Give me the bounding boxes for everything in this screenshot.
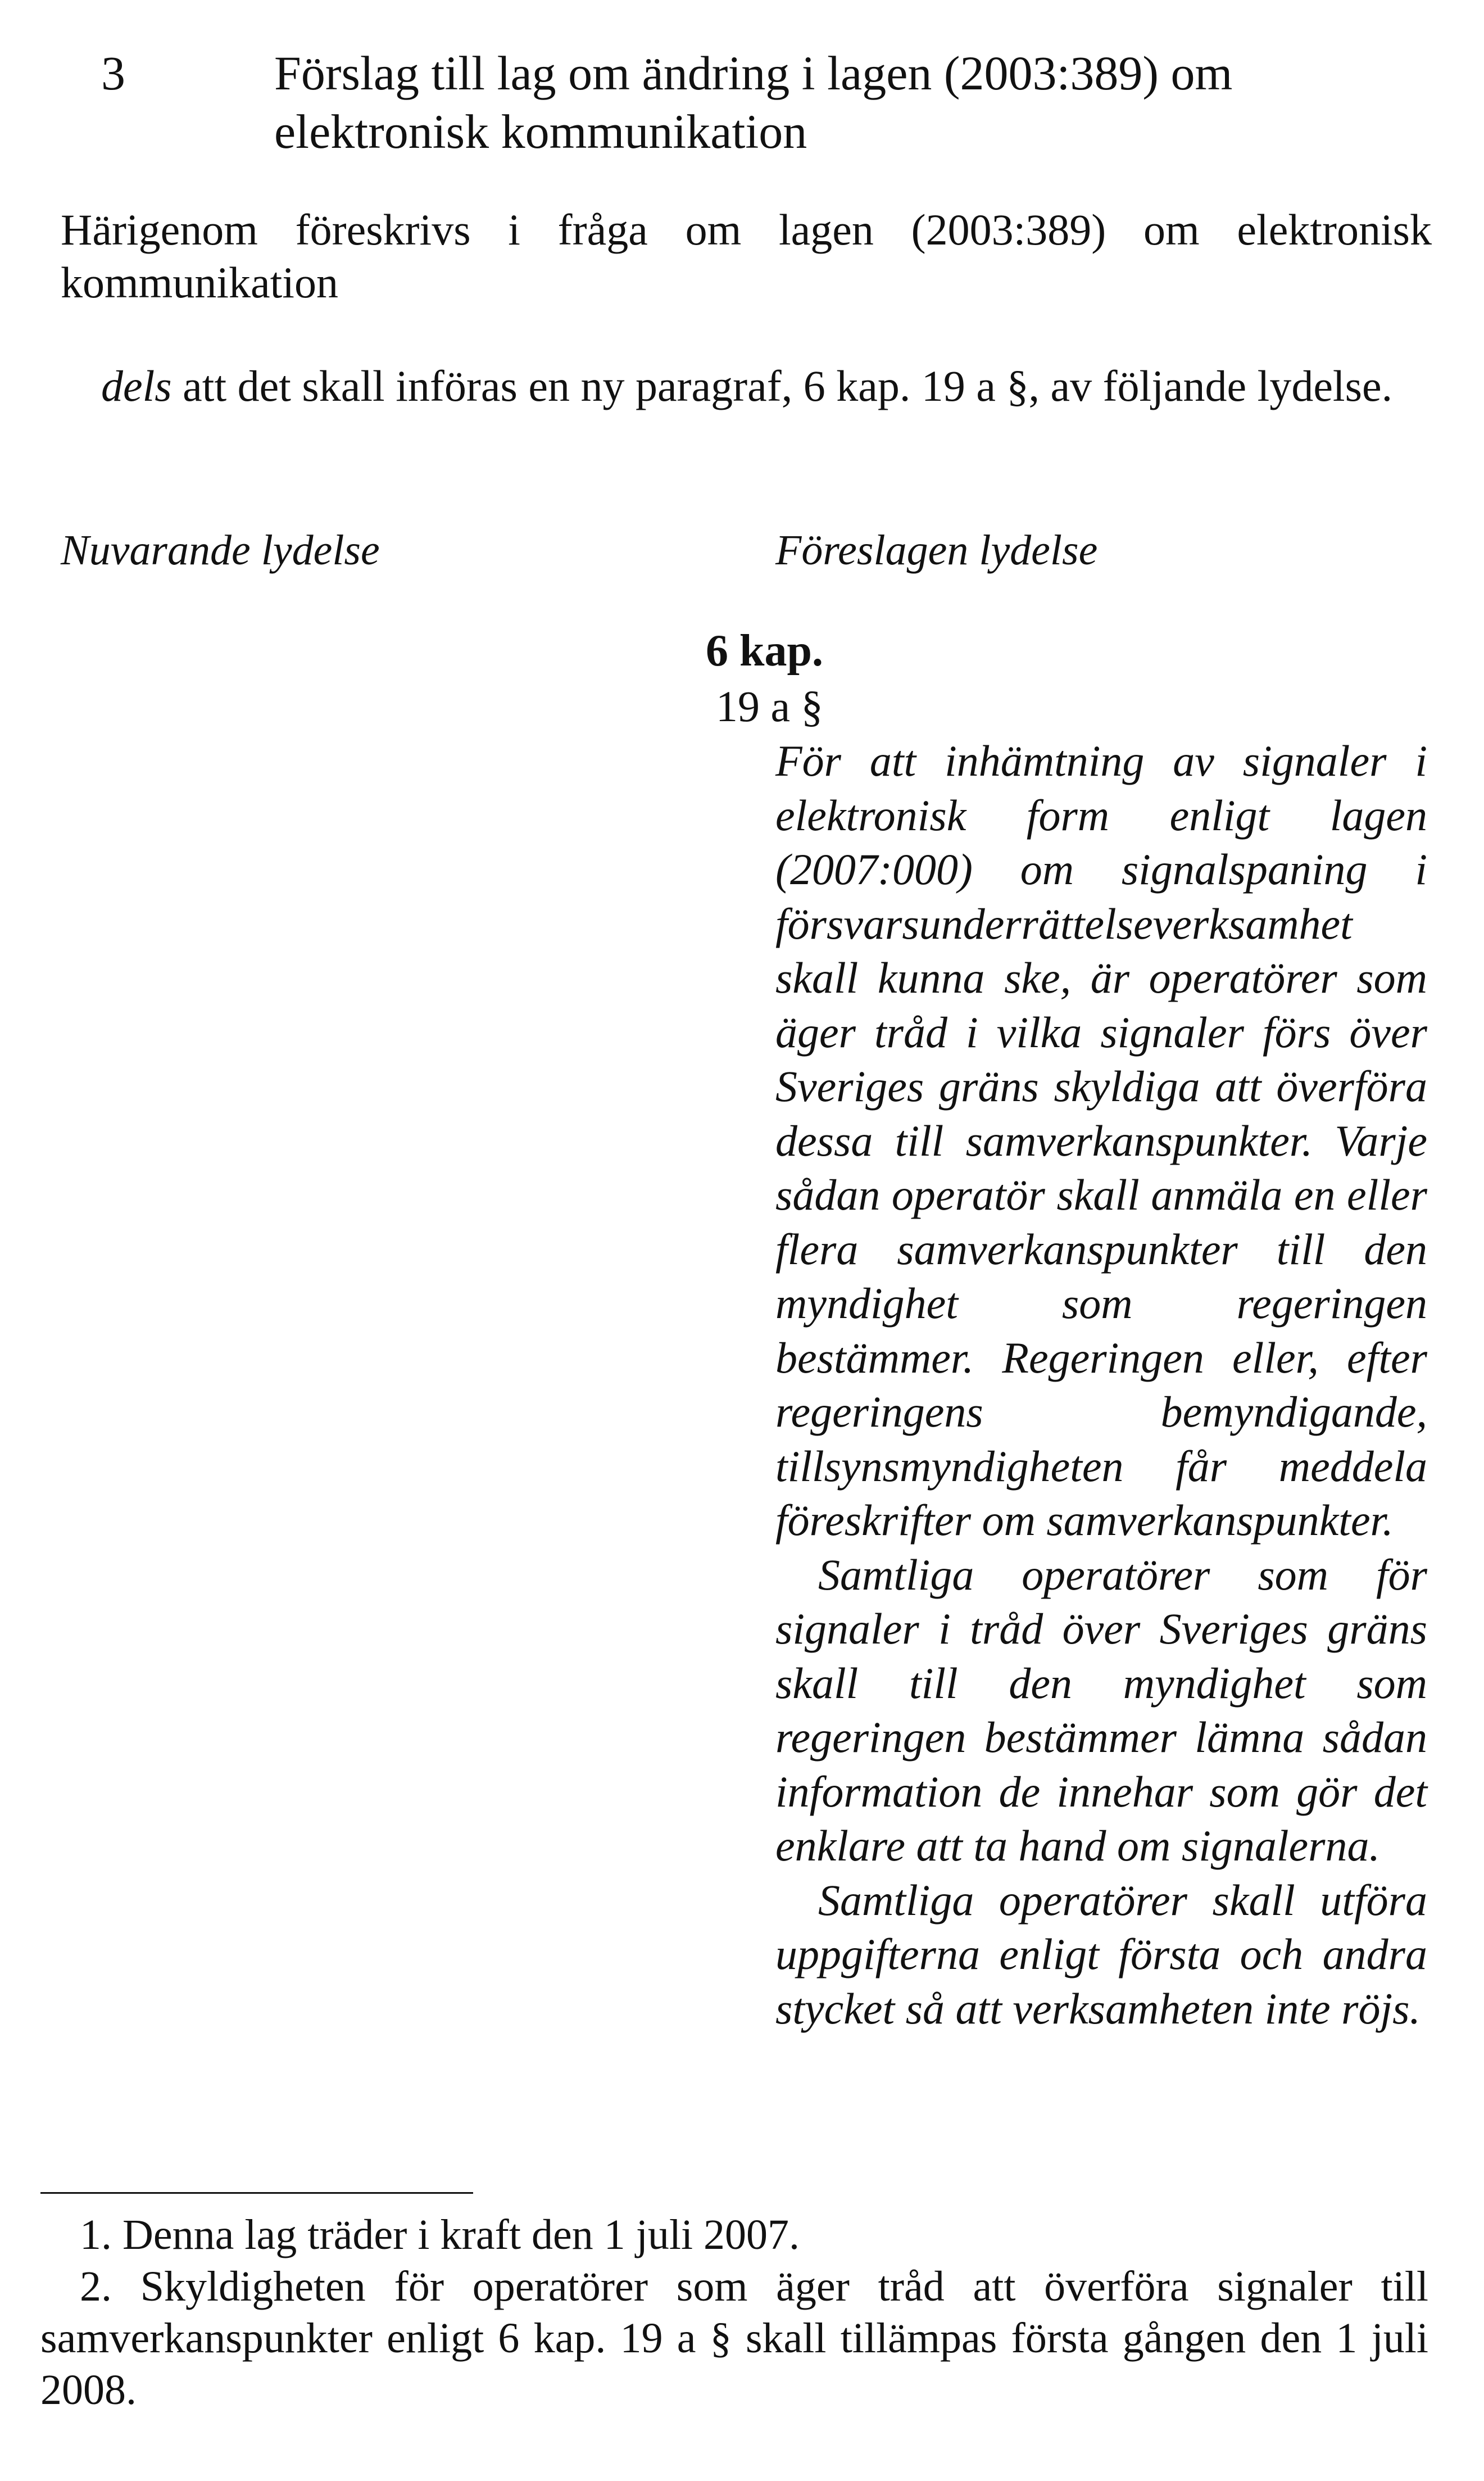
current-wording-label: Nuvarande lydelse <box>61 527 380 574</box>
chapter-heading: 6 kap. <box>706 626 823 676</box>
footnote-1: 1. Denna lag träder i kraft den 1 juli 2007. <box>80 2211 800 2258</box>
proposed-law-text <box>775 734 1427 2036</box>
footnote-2-text: 2. Skyldigheten för operatörer som äger tråd att överföra signaler till samverkanspunkter enligt 6 kap. 19 a § skall tillämpas första gången den 1 juli 2008. <box>40 2263 1428 2414</box>
paragraph-number: 19 a § <box>716 682 823 731</box>
footnote-divider <box>40 2192 473 2194</box>
law-paragraph-2: Samtliga operatörer som för signaler i tråd över Sveriges gräns skall till den myndighet som regeringen bestämmer lämna sådan information de innehar som gör det enklare att ta hand om signalerna. <box>775 1550 1427 1870</box>
section-number: 3 <box>101 46 125 100</box>
section-title: Förslag till lag om ändring i lagen (2003:389) om elektronisk kommunikation <box>274 46 1233 159</box>
dels-word: dels <box>101 361 172 410</box>
law-paragraph-1: För att inhämtning av signaler i elektronisk form enligt lagen (2007:000) om signalspaning i försvarsunderrättelseverksamhet skall kunna ske, är operatörer som äger tråd i vilka signaler förs över Sveriges gräns skyldiga att överföra dessa till samverkanspunkter. Varje sådan operatör skall anmäla en eller flera samverkanspunkter till den myndighet som regeringen bestämmer. Regeringen eller, efter regeringens bemyndigande, tillsynsmyndigheten får meddela föreskrifter om samverkanspunkter. <box>775 736 1427 1545</box>
proposed-wording-label: Föreslagen lydelse <box>775 527 1098 574</box>
law-paragraph-3: Samtliga operatörer skall utföra uppgifterna enligt första och andra stycket så att verksamheten inte röjs. <box>775 1875 1427 2033</box>
dels-text: att det skall införas en ny paragraf, 6 kap. 19 a §, av följande lydelse. <box>171 361 1393 410</box>
intro-paragraph: Härigenom föreskrivs i fråga om lagen (2003:389) om elektronisk kommunikation <box>61 205 1432 307</box>
dels-paragraph <box>101 360 1433 413</box>
footnote-2 <box>40 2261 1428 2416</box>
